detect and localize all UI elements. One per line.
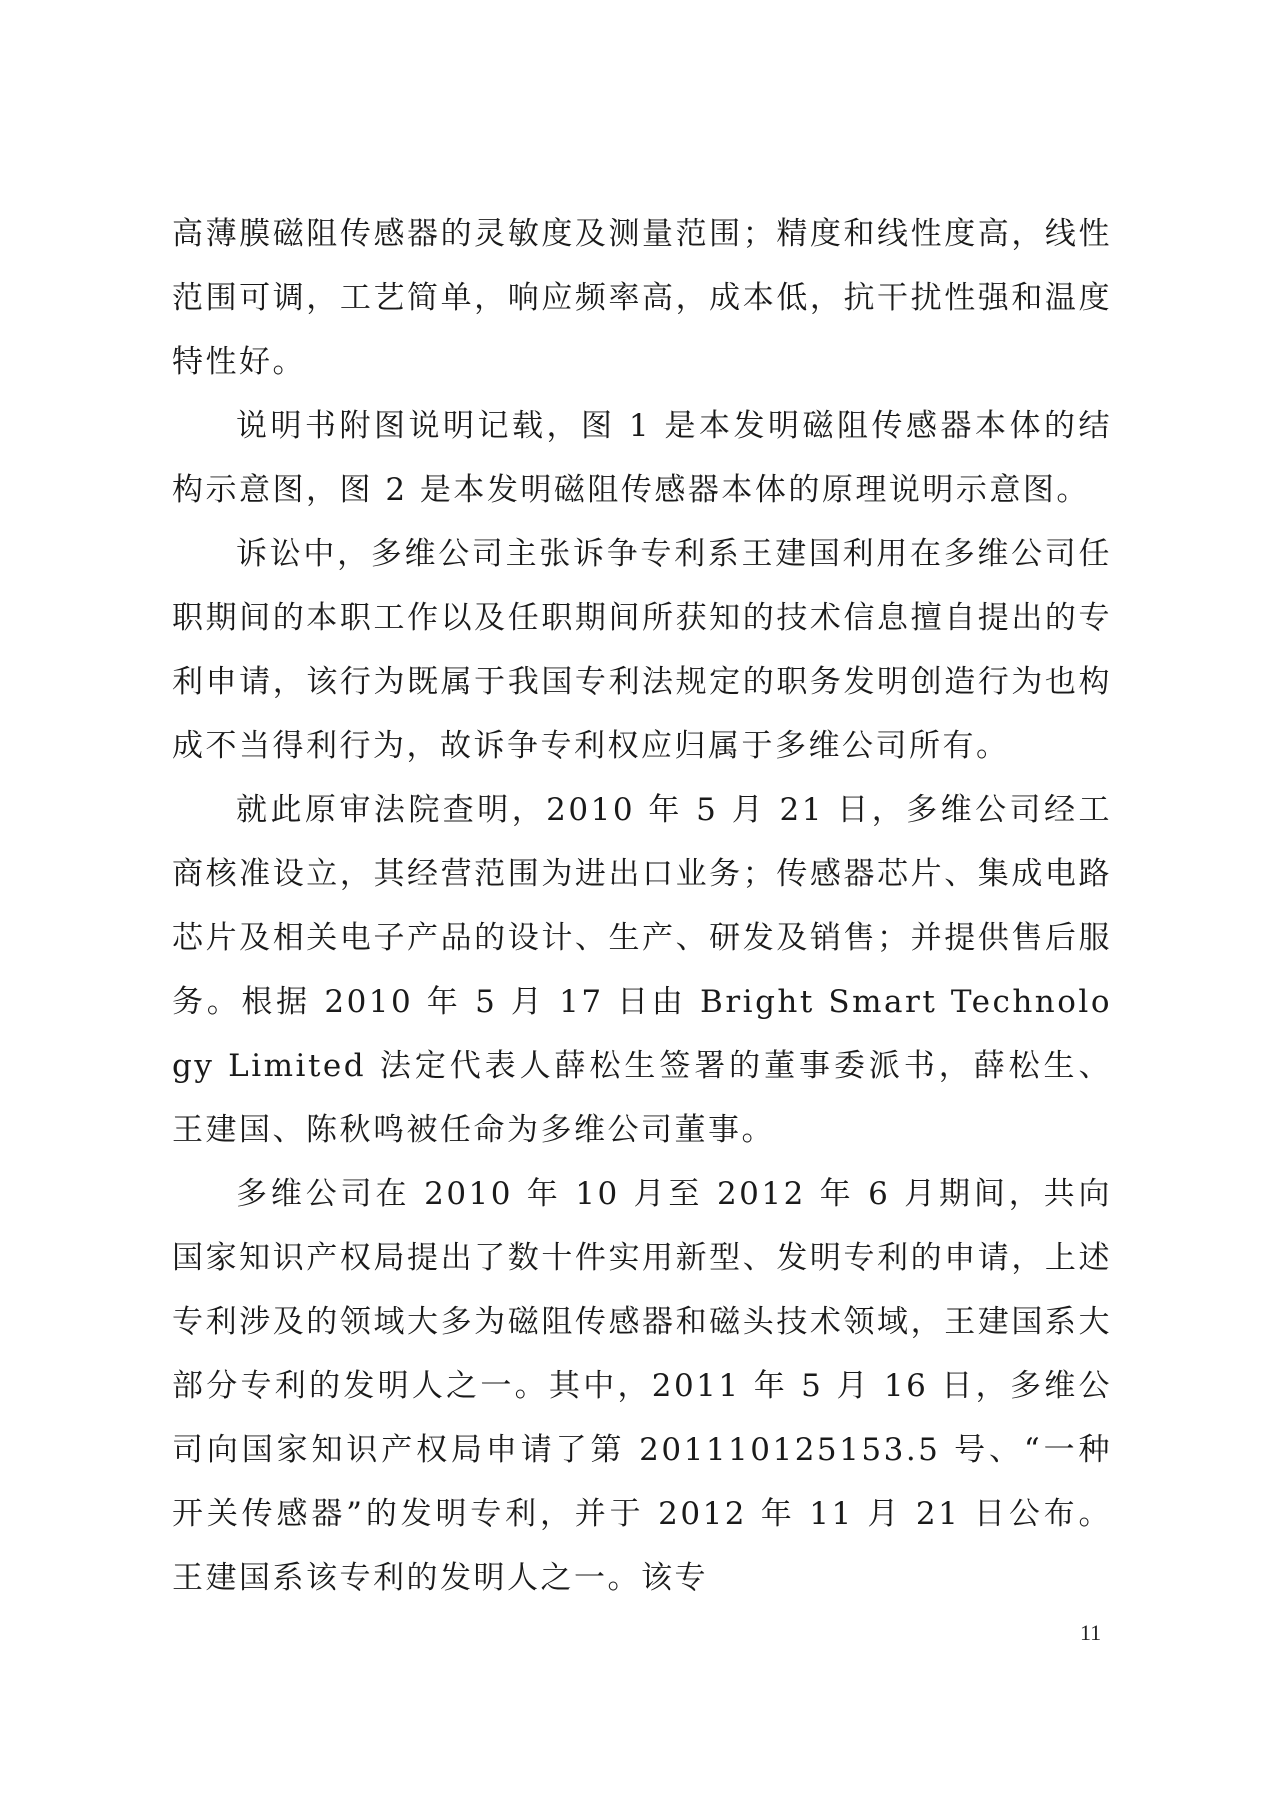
paragraph-2: 说明书附图说明记载，图 1 是本发明磁阻传感器本体的结构示意图，图 2 是本发明磁阻传感器本体的原理说明示意图。 bbox=[172, 408, 1112, 508]
paragraph-3: 诉讼中，多维公司主张诉争专利系王建国利用在多维公司任职期间的本职工作以及任职期间所获知的技术信息擅自提出的专利申请，该行为既属于我国专利法规定的职务发明创造行为也构成不当得利行为，故诉争专利权应归属于多维公司所有。 bbox=[172, 536, 1112, 764]
page-number: 11 bbox=[1080, 1620, 1102, 1645]
paragraph-1: 高薄膜磁阻传感器的灵敏度及测量范围；精度和线性度高，线性范围可调，工艺简单，响应频率高，成本低，抗干扰性强和温度特性好。 bbox=[172, 216, 1112, 380]
paragraph-5: 多维公司在 2010 年 10 月至 2012 年 6 月期间，共向国家知识产权局提出了数十件实用新型、发明专利的申请，上述专利涉及的领域大多为磁阻传感器和磁头技术领域，王建国系大部分专利的发明人之一。其中，2011 年 5 月 16 日，多维公司向国家知识产权局申请了第 201110125153.5 号、“一种开关传感器”的发明专利，并于 2012 年 11 月 21 日公布。王建国系该专利的发明人之一。该专 bbox=[172, 1176, 1112, 1596]
document-body bbox=[172, 202, 1112, 1610]
paragraph-4: 就此原审法院查明，2010 年 5 月 21 日，多维公司经工商核准设立，其经营范围为进出口业务；传感器芯片、集成电路芯片及相关电子产品的设计、生产、研发及销售；并提供售后服务。根据 2010 年 5 月 17 日由 Bright Smart Technology Limited 法定代表人薛松生签署的董事委派书，薛松生、王建国、陈秋鸣被任命为多维公司董事。 bbox=[172, 792, 1112, 1148]
